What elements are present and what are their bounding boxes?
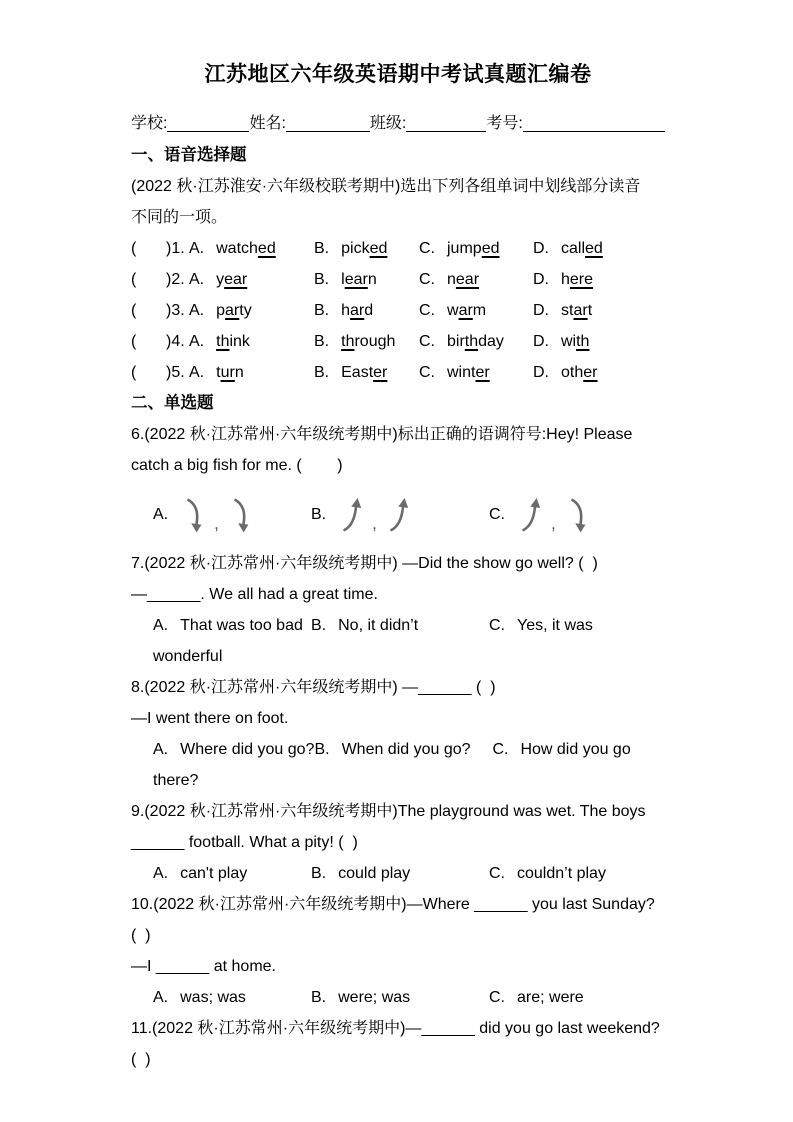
- option-label: A.: [189, 364, 205, 381]
- exam-no-blank: [523, 131, 665, 132]
- option-c: [492, 734, 630, 765]
- q8-stem-en: —______ ( ): [397, 679, 496, 696]
- option-label: B.: [311, 865, 327, 882]
- q6-stem-en: Hey! Please: [546, 426, 633, 443]
- option-text: When did you go?: [341, 741, 471, 758]
- option-c: [489, 610, 593, 641]
- answer-bracket-open: (: [131, 302, 137, 319]
- q6-stem-line2: catch a big fish for me. ( ): [131, 457, 343, 474]
- option-a: [189, 264, 314, 295]
- falling-arrow-icon: [566, 496, 588, 534]
- school-blank: [167, 131, 249, 132]
- word-post: m: [472, 302, 487, 319]
- option-text: were; was: [338, 989, 411, 1006]
- q7-citation: 7.(2022 秋·江苏常州·六年级统考期中): [131, 555, 398, 572]
- word-underlined: ar: [573, 302, 588, 319]
- question-number: )3.: [166, 302, 185, 319]
- q9-stem-line1: [131, 796, 665, 827]
- falling-arrow-icon: [182, 496, 204, 534]
- q10-options-row: [131, 982, 665, 1013]
- option-b: [314, 734, 492, 765]
- word-underlined: er: [373, 364, 388, 381]
- option-label: B.: [311, 505, 327, 523]
- option-word: [561, 364, 597, 381]
- option-word: [216, 271, 247, 288]
- section1-intro-line2: 不同的一项。: [131, 209, 228, 226]
- word-underlined: ere: [569, 271, 594, 288]
- option-label: C.: [489, 865, 505, 882]
- q8-option-c-continuation: there?: [153, 772, 199, 789]
- option-label: B.: [311, 989, 327, 1006]
- option-a: [189, 295, 314, 326]
- word-underlined: ar: [350, 302, 365, 319]
- class-blank: [406, 131, 486, 132]
- q11-answer-bracket-line: ( ): [131, 1051, 151, 1068]
- word-pre: w: [447, 302, 459, 319]
- word-post: ink: [229, 333, 250, 350]
- name-blank: [286, 131, 370, 132]
- option-label: C.: [419, 240, 435, 257]
- q7-options-row: [131, 610, 665, 641]
- word-pre: bir: [447, 333, 465, 350]
- q10-answer-bracket-line: ( ): [131, 927, 151, 944]
- word-underlined: ed: [585, 240, 603, 257]
- q7-stem-line2: —______. We all had a great time.: [131, 586, 378, 603]
- option-c: [419, 357, 533, 388]
- word-pre: wint: [447, 364, 476, 381]
- section1-intro-line1: (2022 秋·江苏淮安·六年级校联考期中)选出下列各组单词中划线部分读音: [131, 178, 641, 195]
- option-b: [314, 295, 419, 326]
- exam-no-label: 考号:: [486, 115, 523, 132]
- option-d: [533, 357, 597, 388]
- rising-arrow-icon: [519, 496, 541, 534]
- word-pre: watch: [216, 240, 258, 257]
- section2-heading: 二、单选题: [131, 394, 214, 412]
- rising-arrow-icon: [340, 496, 362, 534]
- option-word: [561, 240, 603, 257]
- option-text: How did you go: [520, 741, 631, 758]
- word-post: d: [364, 302, 374, 319]
- option-b: [314, 326, 419, 357]
- rising-arrow-icon: [387, 496, 409, 534]
- option-word: [341, 333, 395, 350]
- word-underlined: ar: [458, 302, 473, 319]
- option-a: [153, 982, 311, 1013]
- q10-stem-en: —Where ______ you last Sunday?: [406, 896, 655, 913]
- option-b: [311, 858, 489, 889]
- word-underlined: ear: [344, 271, 368, 288]
- comma-separator: ,: [372, 513, 377, 533]
- q9-stem-line2: ______ football. What a pity! ( ): [131, 834, 358, 851]
- word-underlined: ear: [224, 271, 248, 288]
- word-pre: p: [216, 302, 226, 319]
- option-label: B.: [314, 240, 330, 257]
- word-underlined: th: [576, 333, 590, 350]
- question-number: )5.: [166, 364, 185, 381]
- question-number: )2.: [166, 271, 185, 288]
- word-underlined: th: [216, 333, 230, 350]
- word-underlined: ar: [225, 302, 240, 319]
- q9-options-row: [131, 858, 665, 889]
- word-post: t: [587, 302, 593, 319]
- q11-stem-line1: [131, 1013, 665, 1044]
- q9-citation: 9.(2022 秋·江苏常州·六年级统考期中): [131, 803, 398, 820]
- option-d: [533, 233, 603, 264]
- word-underlined: ed: [481, 240, 500, 257]
- option-b: [314, 357, 419, 388]
- option-word: [341, 271, 377, 288]
- option-c: [419, 264, 533, 295]
- answer-bracket-open: (: [131, 271, 137, 288]
- word-pre: jump: [447, 240, 482, 257]
- q8-options-row: [131, 734, 665, 765]
- word-pre: y: [216, 271, 225, 288]
- q9-stem-en: The playground was wet. The boys: [397, 803, 646, 820]
- word-underlined: ur: [220, 364, 235, 381]
- q11-citation: 11.(2022 秋·江苏常州·六年级统考期中)—: [131, 1020, 422, 1037]
- option-label: C.: [489, 617, 505, 634]
- q8-stem-line1: [131, 672, 665, 703]
- word-pre: n: [447, 271, 456, 288]
- option-word: [341, 364, 387, 381]
- option-label: B.: [314, 333, 330, 350]
- option-a: [189, 233, 314, 264]
- option-word: [447, 364, 490, 381]
- school-label: 学校:: [131, 115, 168, 132]
- option-b: [311, 610, 489, 641]
- answer-bracket-open: (: [131, 333, 137, 350]
- option-text: are; were: [517, 989, 584, 1006]
- option-word: [216, 302, 252, 319]
- option-label: A.: [153, 617, 169, 634]
- option-word: [561, 333, 589, 350]
- option-label: C.: [419, 271, 435, 288]
- comma-separator: ,: [551, 513, 556, 533]
- phonetic-question-row-1: [131, 233, 665, 264]
- word-pre: h: [561, 271, 570, 288]
- option-label: B.: [314, 741, 330, 758]
- option-label: C.: [489, 505, 505, 523]
- question-number: )4.: [166, 333, 185, 350]
- option-label: D.: [533, 364, 549, 381]
- word-post: rough: [354, 333, 396, 350]
- word-pre: st: [561, 302, 574, 319]
- option-label: D.: [533, 271, 549, 288]
- q10-citation: 10.(2022 秋·江苏常州·六年级统考期中): [131, 896, 407, 913]
- name-label: 姓名:: [249, 115, 286, 132]
- option-text: Yes, it was: [517, 617, 593, 634]
- q7-stem-en: —Did the show go well? ( ): [397, 555, 598, 572]
- option-c: [489, 858, 606, 889]
- option-b: [311, 496, 489, 534]
- option-label: A.: [189, 271, 205, 288]
- page-title: 江苏地区六年级英语期中考试真题汇编卷: [204, 62, 592, 86]
- q8-stem-line2: —I went there on foot.: [131, 710, 289, 727]
- word-pre: wi: [561, 333, 577, 350]
- section1-heading: 一、语音选择题: [131, 146, 247, 164]
- option-d: [533, 295, 592, 326]
- q6-stem-line1: [131, 419, 665, 450]
- word-pre: t: [216, 364, 221, 381]
- word-pre: oth: [561, 364, 584, 381]
- option-label: A.: [189, 302, 205, 319]
- option-a: [153, 858, 311, 889]
- option-word: [341, 240, 387, 257]
- option-label: D.: [533, 333, 549, 350]
- answer-bracket-open: (: [131, 364, 137, 381]
- option-word: [447, 271, 479, 288]
- word-post: n: [367, 271, 377, 288]
- option-label: D.: [533, 302, 549, 319]
- word-pre: h: [341, 302, 351, 319]
- q6-intonation-options-row: [131, 481, 665, 548]
- q7-option-c-continuation: wonderful: [153, 648, 223, 665]
- word-underlined: ear: [455, 271, 480, 288]
- option-c: [489, 496, 588, 534]
- option-word: [447, 240, 499, 257]
- option-d: [533, 326, 589, 357]
- option-label: C.: [419, 364, 435, 381]
- option-label: B.: [314, 302, 330, 319]
- q10-stem-line1: [131, 889, 665, 920]
- q6-citation: 6.(2022 秋·江苏常州·六年级统考期中)标出正确的语调符号:: [131, 426, 547, 443]
- option-a: [153, 496, 311, 534]
- q10-stem-line3: —I ______ at home.: [131, 958, 276, 975]
- word-underlined: er: [583, 364, 598, 381]
- class-label: 班级:: [369, 115, 407, 132]
- word-pre: pick: [341, 240, 370, 257]
- option-text: That was too bad: [180, 617, 303, 634]
- q7-stem-line1: [131, 548, 665, 579]
- option-d: [533, 264, 593, 295]
- option-label: A.: [189, 240, 205, 257]
- phonetic-question-row-3: [131, 295, 665, 326]
- option-word: [561, 271, 593, 288]
- option-c: [419, 295, 533, 326]
- word-pre: call: [561, 240, 586, 257]
- option-text: Where did you go?: [180, 741, 315, 758]
- option-label: B.: [311, 617, 327, 634]
- option-label: D.: [533, 240, 549, 257]
- option-label: C.: [419, 333, 435, 350]
- student-info-line: [131, 106, 665, 137]
- option-label: A.: [153, 865, 169, 882]
- option-word: [216, 364, 244, 381]
- falling-arrow-icon: [229, 496, 251, 534]
- option-word: [447, 302, 486, 319]
- option-word: [216, 333, 250, 350]
- option-label: C.: [419, 302, 435, 319]
- word-underlined: er: [475, 364, 490, 381]
- word-underlined: th: [464, 333, 479, 350]
- word-underlined: ed: [369, 240, 388, 257]
- option-word: [216, 240, 276, 257]
- q8-citation: 8.(2022 秋·江苏常州·六年级统考期中): [131, 679, 398, 696]
- phonetic-question-row-5: [131, 357, 665, 388]
- option-label: A.: [189, 333, 205, 350]
- option-a: [153, 734, 314, 765]
- page-content: [131, 0, 665, 1075]
- option-b: [311, 982, 489, 1013]
- option-text: couldn’t play: [517, 865, 606, 882]
- option-a: [153, 610, 311, 641]
- word-post: day: [478, 333, 504, 350]
- word-underlined: ed: [257, 240, 276, 257]
- option-label: A.: [153, 741, 169, 758]
- answer-bracket-open: (: [131, 240, 137, 257]
- option-c: [419, 233, 533, 264]
- option-c: [489, 982, 584, 1013]
- option-a: [189, 357, 314, 388]
- option-word: [561, 302, 592, 319]
- phonetic-question-row-2: [131, 264, 665, 295]
- option-text: could play: [338, 865, 411, 882]
- option-label: A.: [153, 505, 169, 523]
- option-text: No, it didn’t: [338, 617, 419, 634]
- option-text: was; was: [180, 989, 246, 1006]
- word-pre: East: [341, 364, 374, 381]
- comma-separator: ,: [214, 513, 219, 533]
- option-label: B.: [314, 364, 330, 381]
- option-text: can't play: [180, 865, 248, 882]
- option-a: [189, 326, 314, 357]
- question-number: )1.: [166, 240, 185, 257]
- option-word: [341, 302, 373, 319]
- option-label: A.: [153, 989, 169, 1006]
- option-b: [314, 233, 419, 264]
- option-label: C.: [492, 741, 509, 758]
- option-b: [314, 264, 419, 295]
- word-post: n: [234, 364, 244, 381]
- word-underlined: th: [341, 333, 355, 350]
- word-post: ty: [239, 302, 252, 319]
- option-c: [419, 326, 533, 357]
- option-label: C.: [489, 989, 505, 1006]
- option-label: B.: [314, 271, 330, 288]
- word-pre: l: [341, 271, 345, 288]
- phonetic-question-row-4: [131, 326, 665, 357]
- option-word: [447, 333, 504, 350]
- q11-stem-en: ______ did you go last weekend?: [421, 1020, 660, 1037]
